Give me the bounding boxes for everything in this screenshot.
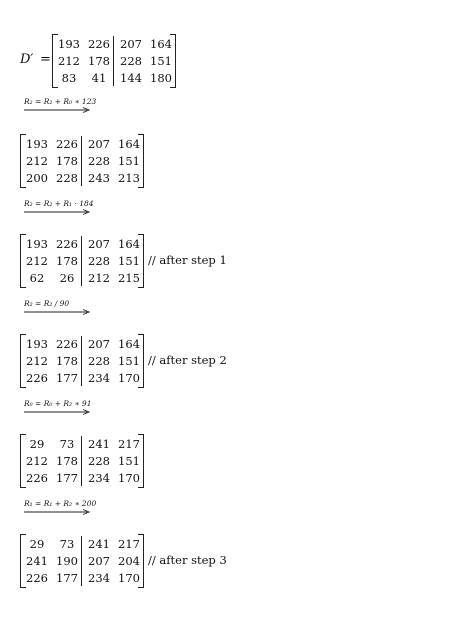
arrow-icon (24, 509, 90, 515)
step-matrix (20, 336, 144, 386)
matrix-cell: 41 (91, 71, 107, 85)
matrix-cell: 164 (118, 137, 140, 151)
matrix-cell: 243 (88, 171, 110, 185)
matrix-cell: 241 (88, 437, 110, 451)
matrix-cell: 177 (56, 571, 78, 585)
operation-text: R₀ = R₀ + R₂ ∗ 91 (24, 399, 92, 408)
matrix-cell: 217 (118, 437, 140, 451)
arrow-icon (24, 107, 90, 113)
row-operation (24, 299, 90, 315)
matrix-cell: 226 (88, 37, 110, 51)
matrix-cell: 207 (88, 337, 110, 351)
operation-text: R₂ = R₂ + R₀ ∗ 123 (24, 97, 97, 106)
matrix-cell: 207 (88, 554, 110, 568)
matrix-cell: 212 (26, 154, 48, 168)
arrow-icon (24, 209, 90, 215)
matrix-cell: 170 (118, 571, 140, 585)
matrix-cell: 226 (26, 371, 48, 385)
matrix-cell: 178 (56, 454, 78, 468)
matrix-cell: 228 (120, 54, 142, 68)
matrix-cell: 234 (88, 571, 110, 585)
matrix-cell: 212 (26, 454, 48, 468)
operation-text: R₂ = R₂ / 90 (24, 299, 70, 308)
equals-sign: = (40, 52, 51, 67)
matrix-cell: 164 (118, 337, 140, 351)
matrix-cell: 228 (88, 154, 110, 168)
matrix-cell: 178 (56, 154, 78, 168)
matrix-cell: 164 (150, 37, 172, 51)
step-matrix (20, 236, 144, 286)
matrix-cell: 212 (88, 271, 110, 285)
matrix-cell: 73 (59, 437, 75, 451)
matrix-cell: 213 (118, 171, 140, 185)
step-comment: // after step 3 (148, 553, 227, 567)
matrix-cell: 151 (150, 54, 172, 68)
matrix-cell: 62 (29, 271, 45, 285)
matrix-cell: 228 (88, 354, 110, 368)
matrix-cell: 151 (118, 154, 140, 168)
initial-matrix (52, 36, 176, 86)
matrix-cell: 193 (26, 137, 48, 151)
matrix-label: D′ (20, 52, 34, 67)
matrix-cell: 193 (26, 337, 48, 351)
row-operation (24, 97, 96, 113)
matrix-cell: 193 (58, 37, 80, 51)
matrix-cell: 228 (88, 454, 110, 468)
matrix-cell: 204 (118, 554, 140, 568)
matrix-cell: 170 (118, 471, 140, 485)
row-operation (24, 399, 91, 415)
arrow-icon (24, 309, 90, 315)
matrix-cell: 228 (56, 171, 78, 185)
matrix-cell: 241 (88, 537, 110, 551)
matrix-cell: 164 (118, 237, 140, 251)
matrix-cell: 170 (118, 371, 140, 385)
matrix-cell: 228 (88, 254, 110, 268)
matrix-cell: 73 (59, 537, 75, 551)
step-matrix (20, 136, 144, 186)
operation-text: R₁ = R₁ + R₂ ∗ 200 (24, 499, 97, 508)
arrow-icon (24, 409, 90, 415)
matrix-cell: 29 (29, 537, 45, 551)
matrix-cell: 177 (56, 471, 78, 485)
matrix-cell: 207 (88, 137, 110, 151)
matrix-cell: 234 (88, 471, 110, 485)
matrix-cell: 212 (26, 354, 48, 368)
step-matrix (20, 536, 144, 586)
matrix-cell: 190 (56, 554, 78, 568)
matrix-cell: 200 (26, 171, 48, 185)
row-operation (24, 199, 94, 215)
matrix-cell: 212 (26, 254, 48, 268)
matrix-cell: 226 (56, 337, 78, 351)
matrix-cell: 193 (26, 237, 48, 251)
matrix-cell: 207 (120, 37, 142, 51)
step-matrix (20, 436, 144, 486)
matrix-cell: 212 (58, 54, 80, 68)
matrix-cell: 83 (61, 71, 77, 85)
matrix-cell: 177 (56, 371, 78, 385)
step-comment: // after step 1 (148, 253, 227, 267)
operation-text: R₂ = R₂ + R₁ · 184 (24, 199, 94, 208)
matrix-cell: 217 (118, 537, 140, 551)
matrix-cell: 29 (29, 437, 45, 451)
matrix-cell: 144 (120, 71, 142, 85)
matrix-cell: 178 (88, 54, 110, 68)
matrix-cell: 234 (88, 371, 110, 385)
matrix-cell: 241 (26, 554, 48, 568)
matrix-cell: 178 (56, 354, 78, 368)
matrix-cell: 151 (118, 454, 140, 468)
step-comment: // after step 2 (148, 353, 227, 367)
matrix-cell: 226 (56, 137, 78, 151)
matrix-cell: 207 (88, 237, 110, 251)
matrix-cell: 226 (56, 237, 78, 251)
matrix-cell: 151 (118, 354, 140, 368)
matrix-cell: 26 (59, 271, 75, 285)
matrix-cell: 178 (56, 254, 78, 268)
matrix-cell: 226 (26, 471, 48, 485)
matrix-cell: 215 (118, 271, 140, 285)
row-operation (24, 499, 96, 515)
matrix-cell: 226 (26, 571, 48, 585)
matrix-cell: 180 (150, 71, 172, 85)
matrix-cell: 151 (118, 254, 140, 268)
